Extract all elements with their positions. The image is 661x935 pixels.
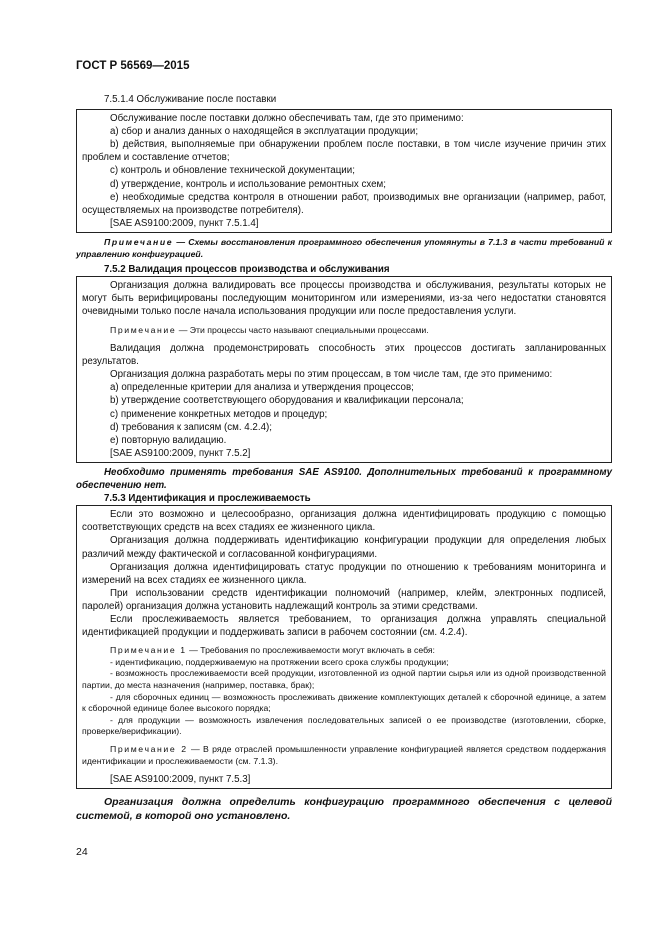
note-list-item: - для сборочных единиц — возможность прослеживать движение комплектующих деталей к сборочной единице, а затем к сборочной единице более высокого порядка; [82, 691, 606, 714]
box-paragraph: Организация должна идентифицировать статус продукции по отношению к требованиям мониторинга и измерений на всех стадиях ее жизненного цикла. [82, 561, 606, 586]
list-item: e) повторную валидацию. [110, 434, 227, 446]
note-label: Примечание 2 [110, 743, 188, 754]
document-header: ГОСТ Р 56569—2015 [76, 60, 190, 72]
quoted-requirement-box-7-5-3 [76, 505, 612, 789]
list-item: c) применение конкретных методов и процедур; [110, 408, 328, 420]
box-paragraph: Если прослеживаемость является требованием, то организация должна управлять специальной идентификацией продукции и поддерживать записи в рабочем состоянии (см. 4.2.4). [82, 613, 606, 639]
note-label: Примечание [104, 236, 174, 247]
section-heading-7-5-2: 7.5.2 Валидация процессов производства и обслуживания [104, 264, 390, 276]
note-text: — Эти процессы часто называют специальными процессами. [176, 324, 429, 335]
note-text: — Требования по прослеживаемости могут включать в себя: [186, 645, 435, 656]
section-heading-7-5-3: 7.5.3 Идентификация и прослеживаемость [104, 493, 311, 505]
reference: [SAE AS9100:2009, пункт 7.5.2] [110, 447, 251, 459]
list-item: b) действия, выполняемые при обнаружении проблем после поставки, в том числе изучение причин этих проблем и составление отчетов; [82, 139, 606, 164]
additional-requirement-7-5-2: Необходимо применять требования SAE AS9100. Дополнительных требований к программному обеспечению нет. [76, 466, 612, 492]
box-paragraph: Организация должна валидировать все процессы производства и обслуживания, результаты которых не могут быть верифицированы последующим мониторингом или измерениями, из-за чего недостатки становятся очевидными только после начала использования продукции или после предоставления услуги. [82, 280, 606, 318]
box-note [82, 325, 606, 337]
page-number: 24 [76, 846, 88, 858]
note-label: Примечание [110, 324, 177, 335]
box-paragraph: Валидация должна продемонстрировать способность этих процессов достигать запланированных результатов. [82, 343, 606, 368]
list-item: b) утверждение соответствующего оборудования и квалификации персонала; [110, 395, 464, 407]
box-paragraph: Организация должна разработать меры по этим процессам, в том числе там, где это применимо: [110, 369, 553, 381]
box-note-1 [82, 645, 606, 657]
reference: [SAE AS9100:2009, пункт 7.5.3] [110, 774, 251, 786]
additional-requirement-7-5-3: Организация должна определить конфигурацию программного обеспечения с целевой системой, в которой оно установлено. [76, 796, 612, 823]
list-item: a) определенные критерии для анализа и утверждения процессов; [110, 382, 414, 394]
list-item: d) утверждение, контроль и использование ремонтных схем; [110, 178, 386, 190]
list-item: c) контроль и обновление технической документации; [110, 165, 355, 177]
box-paragraph: Обслуживание после поставки должно обеспечивать там, где это применимо: [110, 113, 464, 125]
note-list-item: - для продукции — возможность извлечения последовательных записей о ее производстве (изготовлении, сборке, проверке/верификации). [82, 714, 606, 737]
quoted-requirement-box-7-5-1-4 [76, 109, 612, 233]
page-content [76, 93, 612, 823]
note-7-5-1-4 [76, 237, 612, 260]
note-text: — Схемы восстановления программного обеспечения упомянуты в 7.1.3 в части требований к управлению конфигурацией. [76, 236, 612, 259]
list-item: a) сбор и анализ данных о находящейся в эксплуатации продукции; [110, 126, 419, 138]
list-item: e) необходимые средства контроля в отношении работ, производимых вне организации (например, работ, осуществляемых на производстве потребителя). [82, 191, 606, 216]
note-list-item: - идентификацию, поддерживаемую на протяжении всего срока службы продукции; [110, 656, 449, 667]
quoted-requirement-box-7-5-2 [76, 276, 612, 463]
box-paragraph: Если это возможно и целесообразно, организация должна идентифицировать продукцию с помощью соответствующих средств на всех стадиях ее жизненного цикла. [82, 509, 606, 534]
box-paragraph: Организация должна поддерживать идентификацию конфигурации продукции для определения любых различий между фактической и согласованной конфигурациями. [82, 535, 606, 560]
list-item: d) требования к записям (см. 4.2.4); [110, 421, 272, 433]
note-text: — В ряде отраслей промышленности управление конфигурацией является средством поддержания идентификации и прослеживаемости (см. 7.1.3). [82, 743, 607, 766]
note-list-item: - возможность прослеживаемости всей продукции, изготовленной из одной партии сырья или из одной производственной партии, до места назначения (например, поставка, брак); [82, 668, 606, 690]
note-label: Примечание 1 [110, 645, 187, 656]
section-heading-7-5-1-4: 7.5.1.4 Обслуживание после поставки [104, 94, 277, 105]
box-paragraph: При использовании средств идентификации полномочий (например, клейм, электронных подписей, паролей) организация должна установить надлежащий контроль за этими средствами. [82, 587, 606, 612]
reference: [SAE AS9100:2009, пункт 7.5.1.4] [110, 217, 259, 229]
box-note-2 [82, 744, 606, 767]
